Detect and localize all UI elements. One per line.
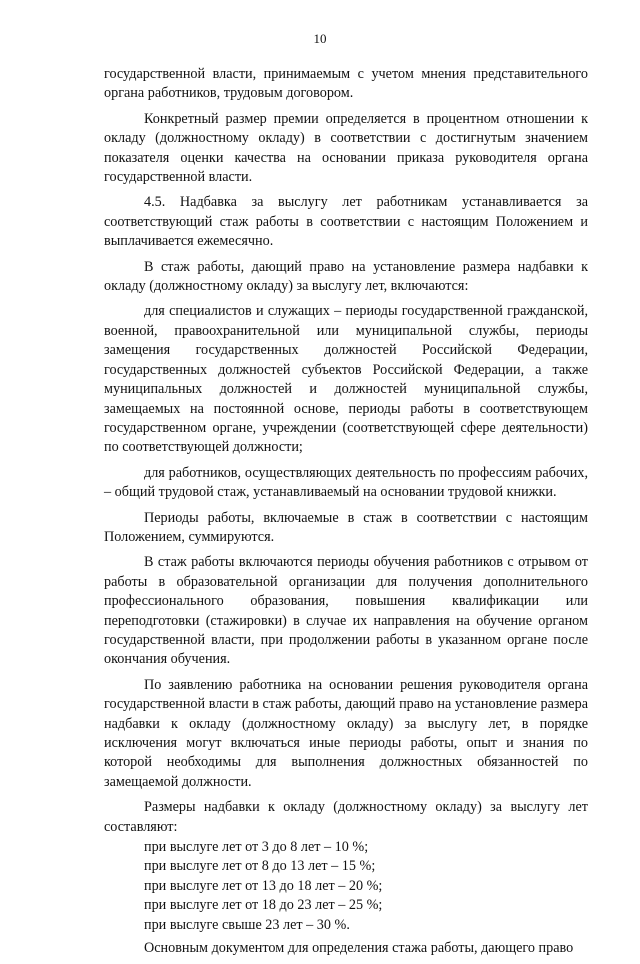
paragraph: По заявлению работника на основании решения руководителя органа государственной власти в стаж работы, дающий право на установление размера надбавки к окладу (должностному окладу) за выслугу лет, в порядке исключения могут включаться иные периоды работы, опыт и знания по которой необходимы для выполнения должностных обязанностей по замещаемой должности. [104,676,588,790]
list-item: при выслуге лет от 13 до 18 лет – 20 %; [144,877,383,894]
paragraph: для работников, осуществляющих деятельность по профессиям рабочих, – общий трудовой стаж, устанавливаемый на основании трудовой книжки. [104,464,588,501]
paragraph: 4.5. Надбавка за выслугу лет работникам устанавливается за соответствующий стаж работы в соответствии с настоящим Положением и выплачивается ежемесячно. [104,194,588,250]
paragraph: государственной власти, принимаемым с учетом мнения представительного органа работников, трудовым договором. [104,66,588,102]
paragraph: Основным документом для определения стажа работы, дающего право [144,940,574,957]
paragraph: Периоды работы, включаемые в стаж в соответствии с настоящим Положением, суммируются. [104,509,588,545]
document-body [104,65,588,964]
page-number: 10 [313,31,327,46]
paragraph: для специалистов и служащих – периоды государственной гражданской, военной, правоохранительной или муниципальной службы, периоды замещения государственных должностей Российской Федерации, государственных должностей субъектов Российской Федерации, а также муниципальных должностей и должностей муниципальной службы, замещаемых на постоянной основе, периоды работы в соответствующем государственном органе, учреждении (соответствующей сфере деятельности) по соответствующей должности; [104,303,588,456]
list-item: при выслуге свыше 23 лет – 30 %. [144,916,350,933]
paragraph: В стаж работы включаются периоды обучения работников с отрывом от работы в образовательной организации для получения дополнительного профессионального образования, повышения квалификации или переподготовки (стажировки) в случае их направления на обучение органом государственной власти, при продолжении работы в указанном органе после окончания обучения. [104,554,588,668]
list-item: при выслуге лет от 3 до 8 лет – 10 %; [144,839,369,856]
paragraph: Конкретный размер премии определяется в процентном отношении к окладу (должностному окладу) в соответствии с достигнутым значением показателя оценки качества на основании приказа руководителя органа государственной власти. [104,110,588,186]
list-item: при выслуге лет от 18 до 23 лет – 25 %; [144,897,383,914]
paragraph: В стаж работы, дающий право на установление размера надбавки к окладу (должностному окладу) за выслугу лет, включаются: [104,258,588,295]
list-item: при выслуге лет от 8 до 13 лет – 15 %; [144,858,376,875]
paragraph: Размеры надбавки к окладу (должностному окладу) за выслугу лет составляют: [104,799,588,835]
